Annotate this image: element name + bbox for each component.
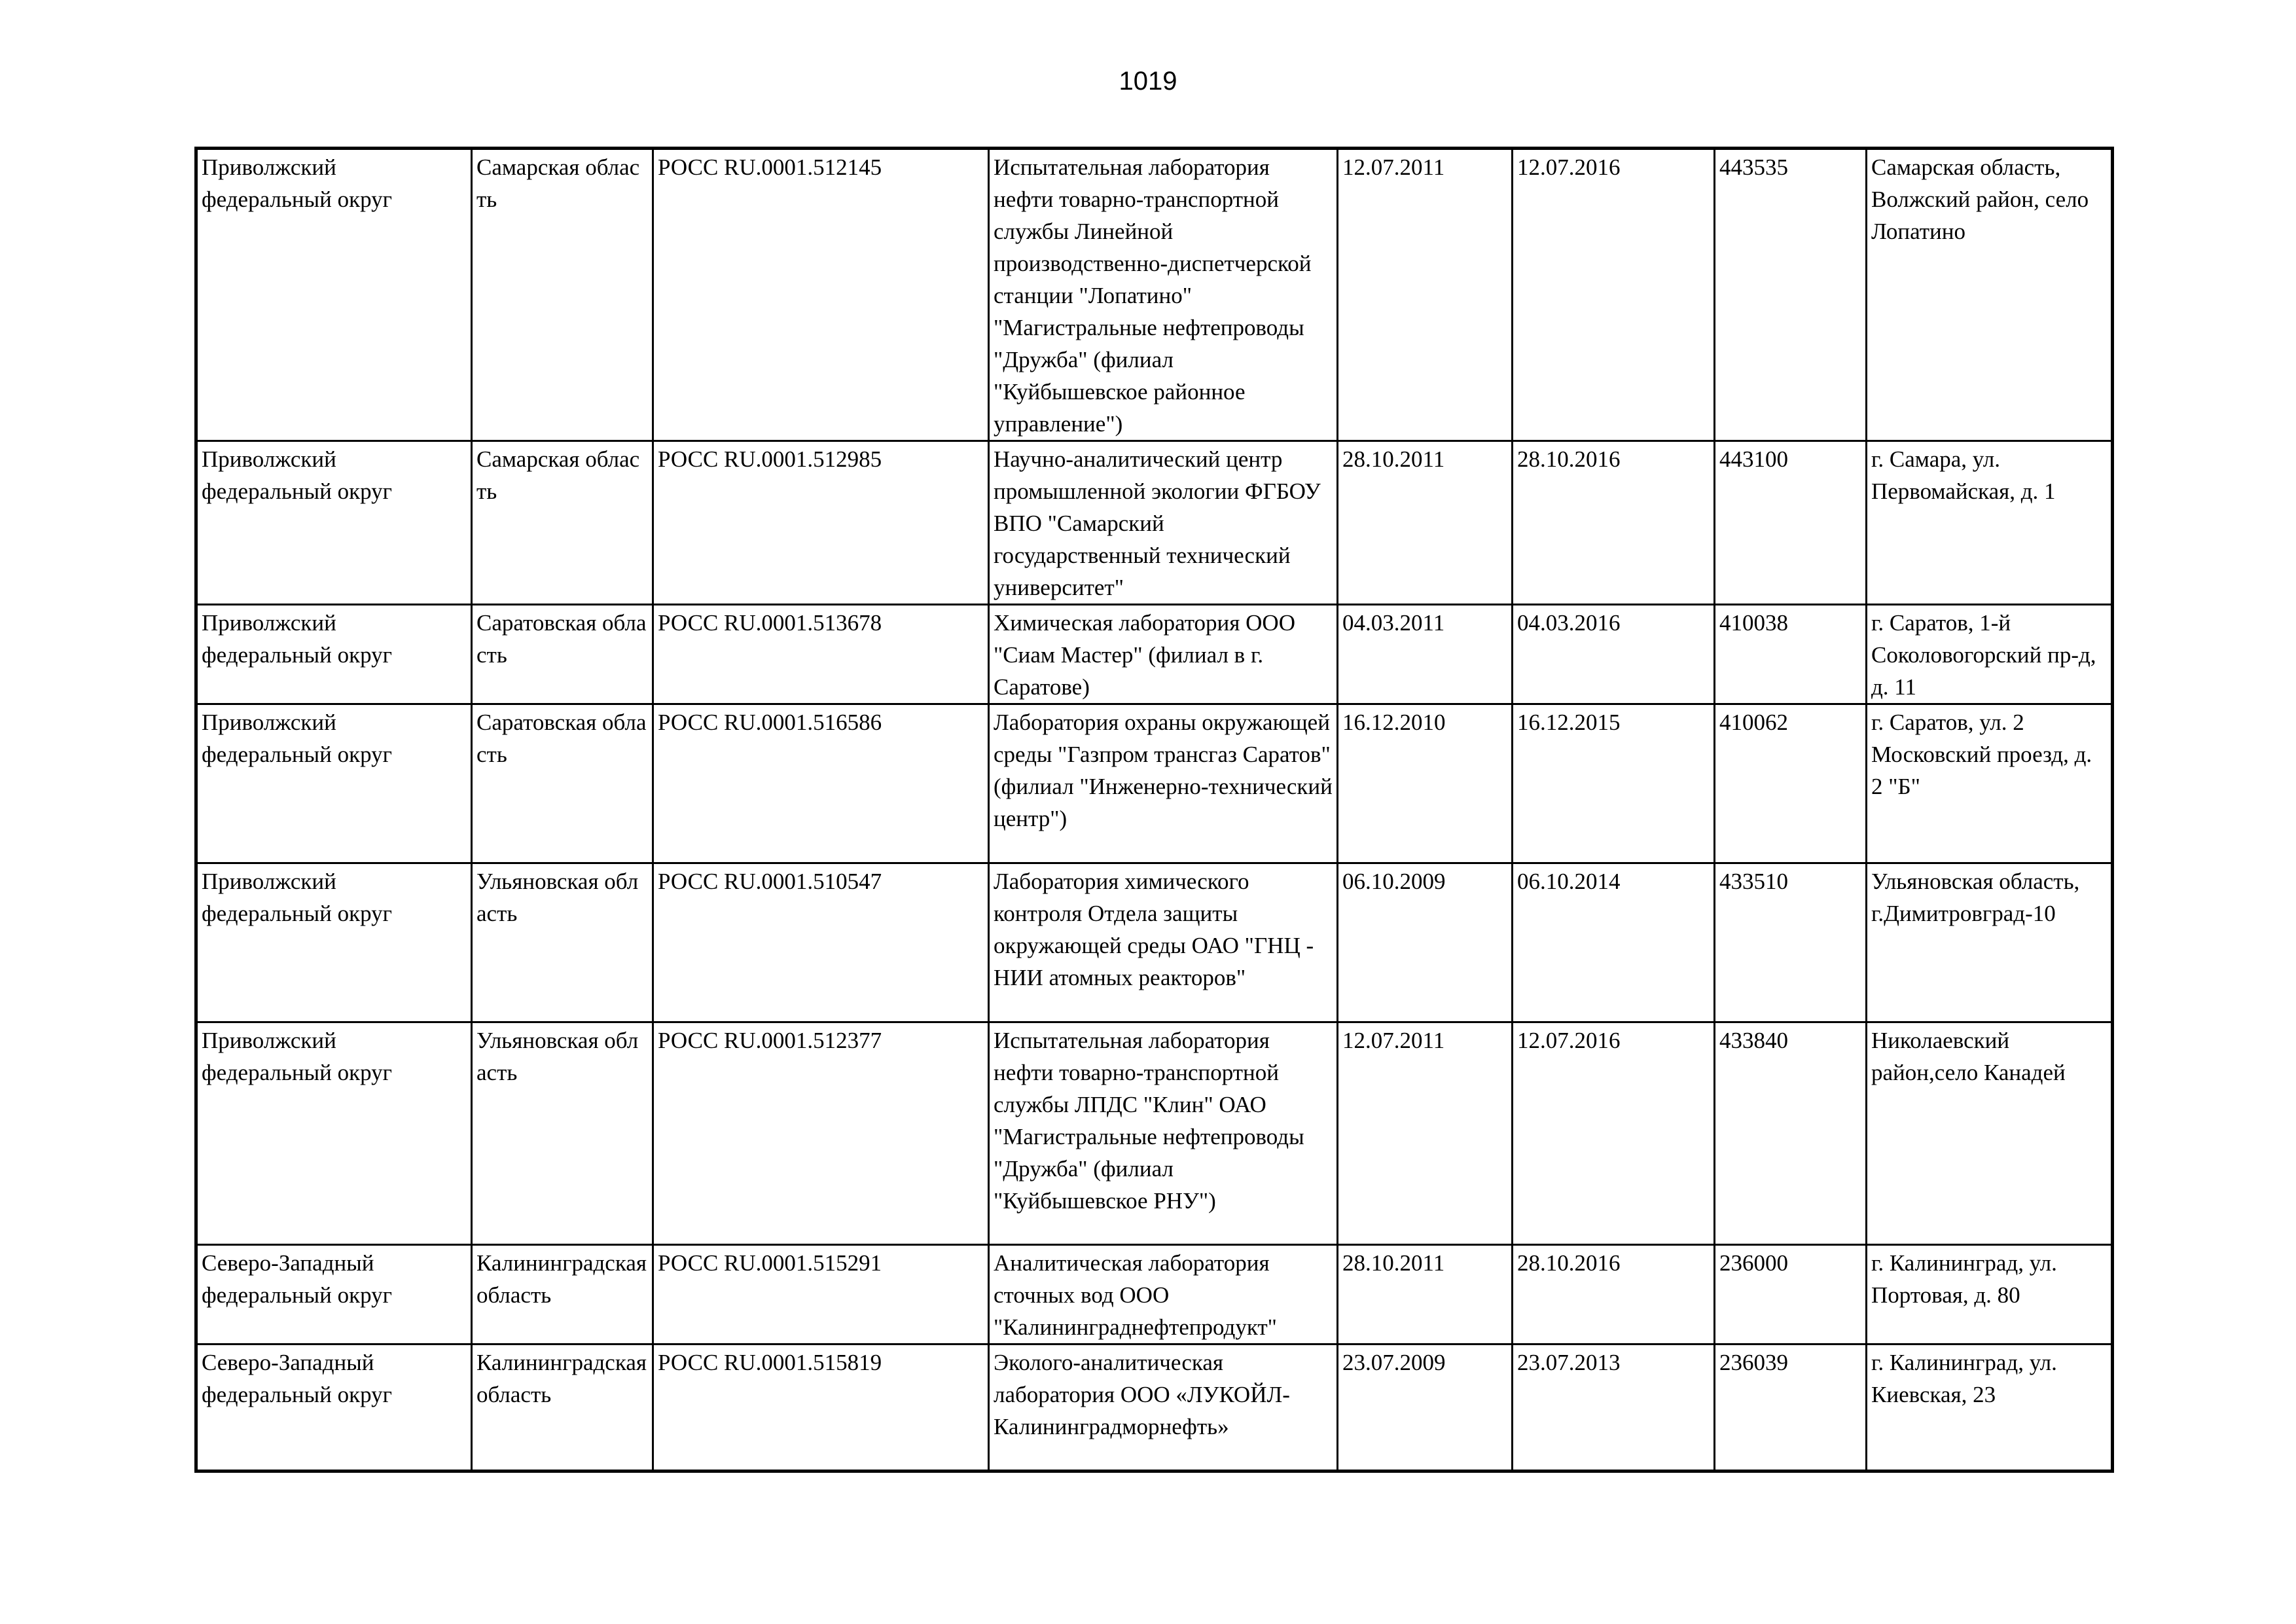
address-cell: Николаевский район,село Канадей [1867, 1022, 2113, 1245]
certificate-cell: РОСС RU.0001.513678 [653, 605, 989, 704]
address-cell: г. Саратов, ул. 2 Московский проезд, д. 2 "Б" [1867, 704, 2113, 863]
address-cell: г. Саратов, 1-й Соколовогорский пр-д, д. 11 [1867, 605, 2113, 704]
certificate-cell: РОСС RU.0001.510547 [653, 863, 989, 1022]
table-row [196, 1022, 2113, 1245]
date-from-cell: 12.07.2011 [1338, 149, 1513, 441]
certificate-cell: РОСС RU.0001.515819 [653, 1344, 989, 1471]
postcode-cell: 443535 [1715, 149, 1867, 441]
table-row [196, 863, 2113, 1022]
date-from-cell: 23.07.2009 [1338, 1344, 1513, 1471]
table-row [196, 1245, 2113, 1344]
certificate-cell: РОСС RU.0001.515291 [653, 1245, 989, 1344]
date-to-cell: 28.10.2016 [1513, 441, 1715, 605]
organization-cell: Лаборатория химического контроля Отдела защиты окружающей среды ОАО "ГНЦ - НИИ атомных реакторов" [989, 863, 1338, 1022]
date-from-cell: 06.10.2009 [1338, 863, 1513, 1022]
organization-cell: Научно-аналитический центр промышленной экологии ФГБОУ ВПО "Самарский государственный технический университет" [989, 441, 1338, 605]
postcode-cell: 433840 [1715, 1022, 1867, 1245]
date-to-cell: 12.07.2016 [1513, 1022, 1715, 1245]
postcode-cell: 236039 [1715, 1344, 1867, 1471]
district-cell: Приволжский федеральный округ [196, 149, 472, 441]
postcode-cell: 410038 [1715, 605, 1867, 704]
table-row [196, 704, 2113, 863]
page-number: 1019 [1119, 67, 1177, 96]
date-from-cell: 28.10.2011 [1338, 1245, 1513, 1344]
district-cell: Северо-Западный федеральный округ [196, 1245, 472, 1344]
address-cell: г. Калининград, ул. Киевская, 23 [1867, 1344, 2113, 1471]
organization-cell: Испытательная лаборатория нефти товарно-транспортной службы ЛПДС "Клин" ОАО "Магистральные нефтепроводы "Дружба" (филиал "Куйбышевское РНУ") [989, 1022, 1338, 1245]
date-from-cell: 28.10.2011 [1338, 441, 1513, 605]
date-to-cell: 12.07.2016 [1513, 149, 1715, 441]
address-cell: Ульяновская область, г.Димитровград-10 [1867, 863, 2113, 1022]
region-cell: Саратовская область [472, 605, 653, 704]
certificate-cell: РОСС RU.0001.516586 [653, 704, 989, 863]
organization-cell: Испытательная лаборатория нефти товарно-транспортной службы Линейной производственно-диспетчерской станции "Лопатино" "Магистральные нефтепроводы "Дружба" (филиал "Куйбышевское районное управление") [989, 149, 1338, 441]
certificate-cell: РОСС RU.0001.512985 [653, 441, 989, 605]
laboratory-registry-table [194, 147, 2114, 1473]
district-cell: Северо-Западный федеральный округ [196, 1344, 472, 1471]
table-row [196, 605, 2113, 704]
region-cell: Самарская область [472, 149, 653, 441]
district-cell: Приволжский федеральный округ [196, 441, 472, 605]
date-from-cell: 12.07.2011 [1338, 1022, 1513, 1245]
organization-cell: Эколого-аналитическая лаборатория ООО «ЛУКОЙЛ-Калининградморнефть» [989, 1344, 1338, 1471]
district-cell: Приволжский федеральный округ [196, 605, 472, 704]
postcode-cell: 236000 [1715, 1245, 1867, 1344]
region-cell: Ульяновская область [472, 863, 653, 1022]
certificate-cell: РОСС RU.0001.512145 [653, 149, 989, 441]
date-from-cell: 04.03.2011 [1338, 605, 1513, 704]
date-to-cell: 16.12.2015 [1513, 704, 1715, 863]
region-cell: Саратовская область [472, 704, 653, 863]
date-to-cell: 06.10.2014 [1513, 863, 1715, 1022]
region-cell: Калининградская область [472, 1344, 653, 1471]
postcode-cell: 443100 [1715, 441, 1867, 605]
postcode-cell: 433510 [1715, 863, 1867, 1022]
address-cell: Самарская область, Волжский район, село Лопатино [1867, 149, 2113, 441]
region-cell: Ульяновская область [472, 1022, 653, 1245]
date-from-cell: 16.12.2010 [1338, 704, 1513, 863]
table-row [196, 149, 2113, 441]
region-cell: Самарская область [472, 441, 653, 605]
district-cell: Приволжский федеральный округ [196, 1022, 472, 1245]
district-cell: Приволжский федеральный округ [196, 704, 472, 863]
date-to-cell: 23.07.2013 [1513, 1344, 1715, 1471]
district-cell: Приволжский федеральный округ [196, 863, 472, 1022]
table-row [196, 441, 2113, 605]
organization-cell: Лаборатория охраны окружающей среды "Газпром трансгаз Саратов" (филиал "Инженерно-технический центр") [989, 704, 1338, 863]
table-row [196, 1344, 2113, 1471]
region-cell: Калининградская область [472, 1245, 653, 1344]
date-to-cell: 04.03.2016 [1513, 605, 1715, 704]
organization-cell: Химическая лаборатория ООО "Сиам Мастер" (филиал в г. Саратове) [989, 605, 1338, 704]
address-cell: г. Самара, ул. Первомайская, д. 1 [1867, 441, 2113, 605]
certificate-cell: РОСС RU.0001.512377 [653, 1022, 989, 1245]
address-cell: г. Калининград, ул. Портовая, д. 80 [1867, 1245, 2113, 1344]
date-to-cell: 28.10.2016 [1513, 1245, 1715, 1344]
postcode-cell: 410062 [1715, 704, 1867, 863]
organization-cell: Аналитическая лаборатория сточных вод ООО "Калининграднефтепродукт" [989, 1245, 1338, 1344]
